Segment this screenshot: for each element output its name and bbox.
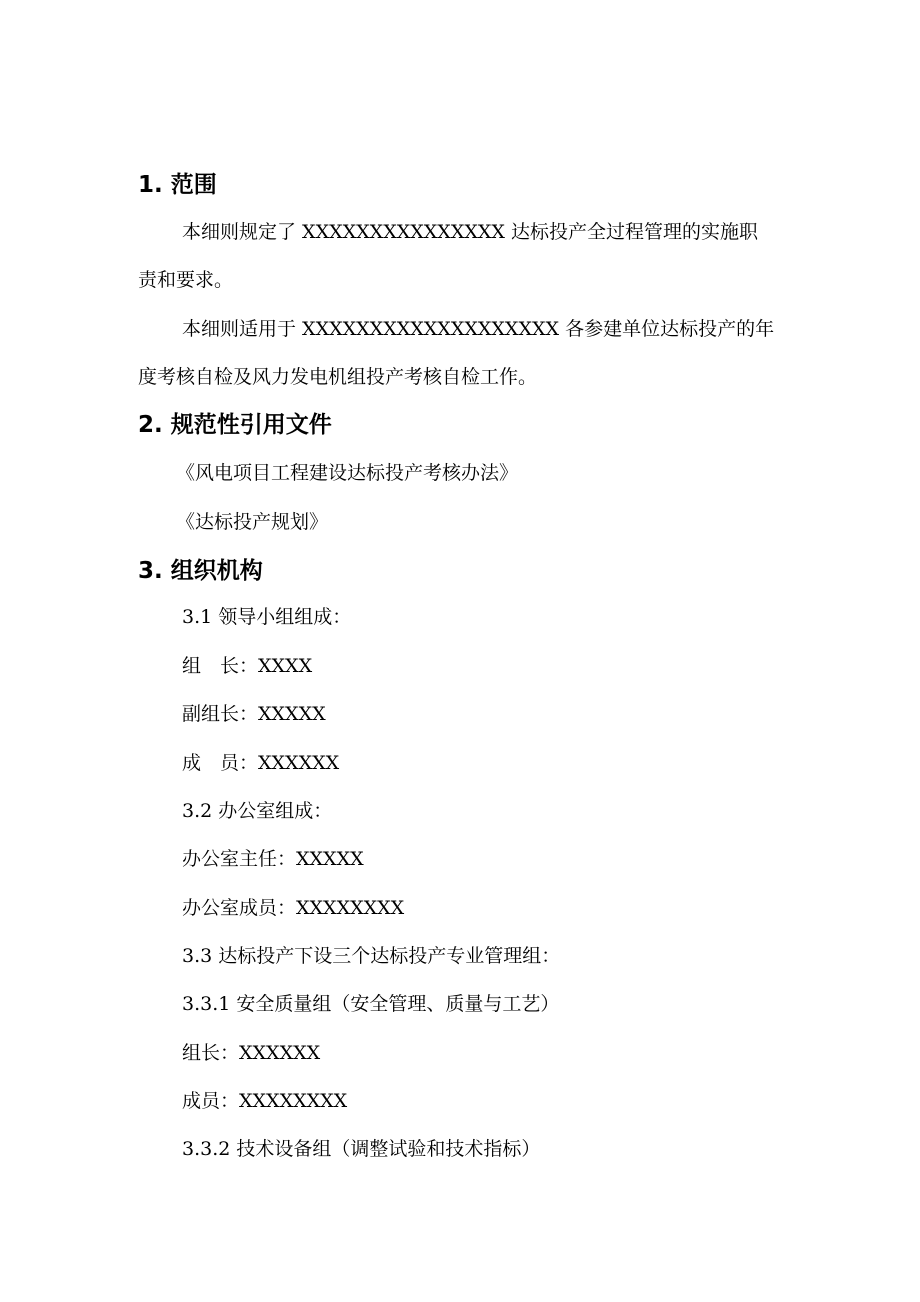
org-item: 办公室主任：XXXXX: [182, 848, 364, 870]
org-item: 3.2 办公室组成：: [182, 800, 333, 822]
org-item: 成员：XXXXXXXX: [182, 1090, 348, 1112]
org-item: 成 员：XXXXXX: [182, 752, 340, 774]
org-item: 3.3.2 技术设备组（调整试验和技术指标）: [182, 1138, 541, 1160]
paragraph-line: 本细则适用于 XXXXXXXXXXXXXXXXXXX 各参建单位达标投产的年: [182, 318, 775, 340]
paragraph-line: 本细则规定了 XXXXXXXXXXXXXXX 达标投产全过程管理的实施职: [182, 221, 758, 243]
section-heading-organization: 3. 组织机构: [138, 558, 263, 584]
reference-item: 《风电项目工程建设达标投产考核办法》: [176, 462, 519, 484]
org-item: 办公室成员：XXXXXXXX: [182, 897, 405, 919]
org-item: 副组长：XXXXX: [182, 703, 326, 725]
org-item: 3.3.1 安全质量组（安全管理、质量与工艺）: [182, 993, 560, 1015]
org-item: 组长：XXXXXX: [182, 1042, 321, 1064]
org-item: 3.1 领导小组组成：: [182, 606, 352, 628]
org-item: 3.3 达标投产下设三个达标投产专业管理组：: [182, 945, 561, 967]
section-heading-scope: 1. 范围: [138, 172, 217, 198]
reference-item: 《达标投产规划》: [176, 511, 329, 533]
paragraph-line: 责和要求。: [138, 269, 234, 291]
paragraph-line: 度考核自检及风力发电机组投产考核自检工作。: [138, 366, 538, 388]
org-item: 组 长：XXXX: [182, 655, 313, 677]
section-heading-references: 2. 规范性引用文件: [138, 412, 332, 438]
